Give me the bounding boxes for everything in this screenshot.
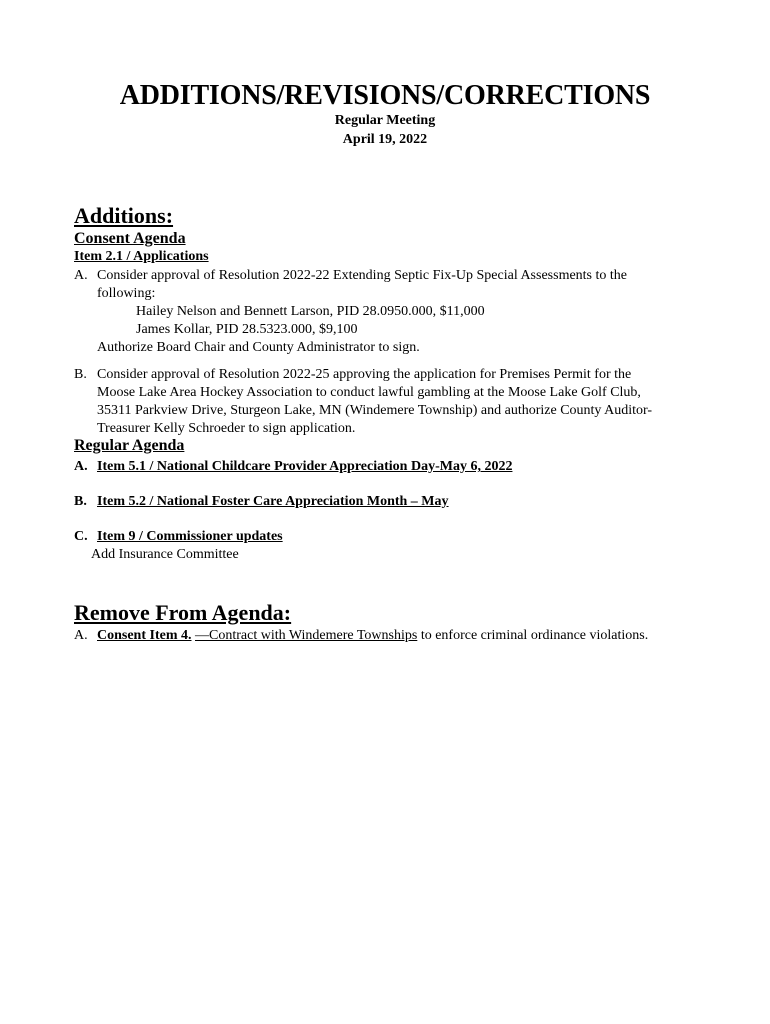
assessment-entry: Hailey Nelson and Bennett Larson, PID 28.0950.000, $11,000 (136, 304, 485, 319)
remove-item-a-contract: —Contract with Windemere Townships (195, 628, 418, 643)
consent-item-label: Item 2.1 / Applications (74, 249, 209, 264)
regular-item-b (74, 493, 449, 511)
meeting-type: Regular Meeting (334, 113, 436, 128)
list-marker: B. (74, 494, 87, 509)
list-marker: C. (74, 529, 88, 544)
consent-item-a-line1 (74, 267, 627, 285)
regular-item-a-text: Item 5.1 / National Childcare Provider Appreciation Day-May 6, 2022 (97, 459, 513, 474)
list-marker: B. (74, 367, 87, 382)
consent-item-b-line1 (74, 366, 631, 384)
page-title: ADDITIONS/REVISIONS/CORRECTIONS (119, 80, 651, 111)
remove-heading: Remove From Agenda: (74, 600, 292, 625)
regular-item-c-text: Item 9 / Commissioner updates (97, 529, 283, 544)
additions-heading: Additions: (74, 203, 174, 228)
regular-agenda-heading: Regular Agenda (74, 437, 185, 454)
remove-item-a-label: Consent Item 4. (97, 628, 192, 643)
regular-item-a (74, 458, 512, 476)
consent-agenda-heading: Consent Agenda (74, 230, 186, 247)
list-marker: A. (74, 628, 88, 643)
regular-item-b-text: Item 5.2 / National Foster Care Appreciation Month – May (97, 494, 449, 509)
remove-item-a (74, 627, 648, 645)
remove-item-a-rest: to enforce criminal ordinance violations. (417, 628, 649, 643)
regular-item-c-note: Add Insurance Committee (91, 547, 239, 562)
regular-item-c (74, 528, 283, 546)
list-marker: A. (74, 268, 88, 283)
consent-item-a-text: Consider approval of Resolution 2022-22 Extending Septic Fix-Up Special Assessments to the (97, 268, 627, 283)
consent-item-b-line2: Moose Lake Area Hockey Association to conduct lawful gambling at the Moose Lake Golf Club, (97, 385, 641, 400)
consent-item-a-line2: following: (97, 286, 156, 301)
list-marker: A. (74, 459, 88, 474)
meeting-date: April 19, 2022 (342, 132, 428, 147)
assessment-entry: James Kollar, PID 28.5323.000, $9,100 (136, 322, 358, 337)
consent-item-b-text: Consider approval of Resolution 2022-25 approving the application for Premises Permit for the (97, 367, 632, 382)
consent-item-b-line4: Treasurer Kelly Schroeder to sign application. (97, 421, 356, 436)
consent-item-b-line3: 35311 Parkview Drive, Sturgeon Lake, MN (Windemere Township) and authorize County Auditor- (97, 403, 653, 418)
consent-item-a-authorize: Authorize Board Chair and County Administrator to sign. (97, 340, 420, 355)
